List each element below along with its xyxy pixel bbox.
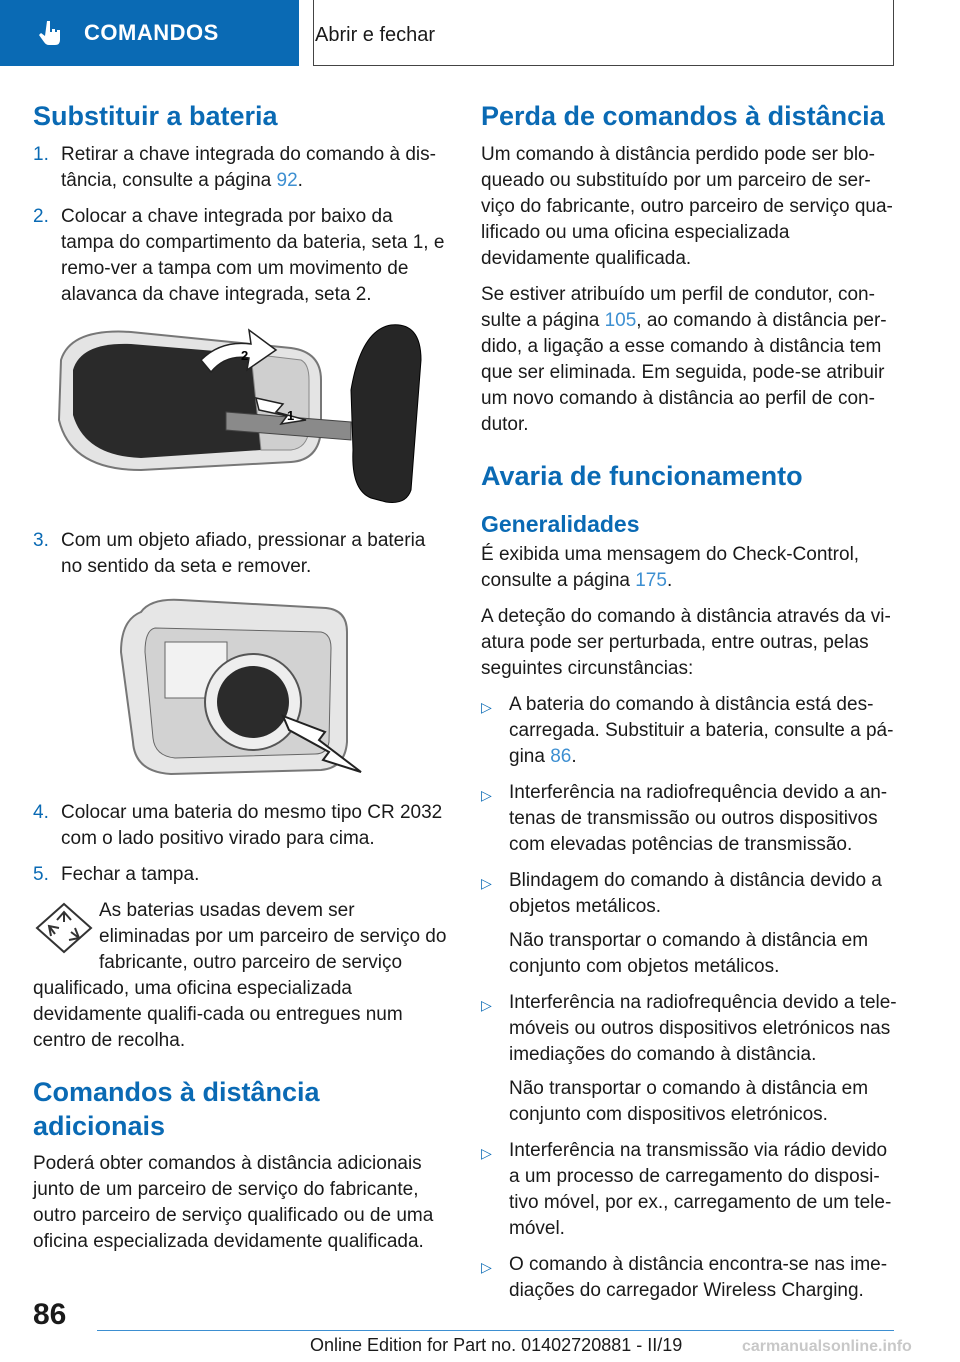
battery-steps <box>33 142 449 308</box>
additional-heading: Comandos à distância adicionais <box>33 1076 320 1141</box>
loss-text-1: Um comando à distância perdido pode ser blo-queado ou substituído por um parceiro de ser-viço do fabricante, outro parceiro de serviço qua-lificado ou uma oficina especializada devidamente qualificada. <box>481 143 893 269</box>
header-divider <box>313 0 314 66</box>
page-number: 86 <box>33 1298 67 1331</box>
malfunction-text-1: É exibida uma mensagem do Check-Control, consulte a página 175. <box>481 544 860 592</box>
key-remove-illustration <box>51 320 431 510</box>
header-rule <box>313 65 894 66</box>
list-item: ▷ Interferência na radiofrequência devido a an-tenas de transmissão ou outros dispositivos com elevadas potências de transmissão. <box>481 780 897 858</box>
triangle-bullet-icon: ▷ <box>481 997 492 1014</box>
malfunction-heading: Avaria de funcionamento <box>481 460 803 491</box>
loss-text-2: Se estiver atribuído um perfil de condutor, con-sulte a página 105, ao comando à distância per-dido, a ligação a esse comando à distância tem que ser eliminada. Em seguida, pode-se atribuir um novo comando à distância ao perfil de con-dutor. <box>481 283 887 435</box>
key-figure-1 <box>33 320 449 510</box>
general-subheading: Generalidades <box>481 510 640 537</box>
page-link-92[interactable]: 92 <box>276 169 298 191</box>
triangle-bullet-icon: ▷ <box>481 1259 492 1276</box>
battery-heading: Substituir a bateria <box>33 101 278 131</box>
list-item: ▷ Interferência na radiofrequência devido a tele-móveis ou outros dispositivos eletrónicos nas imediações do comando à distância. Não transportar o comando à distância em conjunto com dispositivos eletrónicos. <box>481 990 897 1128</box>
edition-text: Online Edition for Part no. 01402720881 - II/19 <box>310 1335 683 1355</box>
malfunction-list <box>481 692 897 1304</box>
additional-text: Poderá obter comandos à distância adicionais junto de um parceiro de serviço do fabricante, outro parceiro de serviço qualificado ou de uma oficina especializada devidamente qualificada. <box>33 1153 434 1253</box>
list-item: ▷ Interferência na transmissão via rádio devido a um processo de carregamento do disposi-tivo móvel, por ex., carregamento de um tele-móvel. <box>481 1138 897 1242</box>
step-4: 4. Colocar uma bateria do mesmo tipo CR 2032 com o lado positivo virado para cima. <box>33 801 443 849</box>
battery-steps-end <box>33 800 449 888</box>
list-item: ▷ O comando à distância encontra-se nas ime-diações do carregador Wireless Charging. <box>481 1252 897 1304</box>
step-3: 3. Com um objeto afiado, pressionar a bateria no sentido da seta e remover. <box>33 529 426 577</box>
footer-rule <box>97 1330 894 1331</box>
page-link-86[interactable]: 86 <box>550 746 572 768</box>
page-link-175[interactable]: 175 <box>635 570 667 592</box>
step-2: 2. Colocar a chave integrada por baixo da tampa do compartimento da bateria, seta 1, e remo-ver a tampa com um movimento de alavanca da chave integrada, seta 2. <box>33 205 445 305</box>
header-divider-right <box>893 0 894 66</box>
triangle-bullet-icon: ▷ <box>481 787 492 804</box>
page-link-105[interactable]: 105 <box>604 309 637 331</box>
recycle-icon <box>33 900 95 956</box>
right-column <box>481 96 897 1314</box>
chapter-label: COMANDOS <box>84 20 219 45</box>
battery-press-illustration <box>111 592 371 782</box>
battery-steps-cont <box>33 528 449 580</box>
arrow-label-2: 2 <box>241 347 249 363</box>
chapter-tab[interactable] <box>0 0 299 66</box>
hand-pointer-icon <box>36 18 66 48</box>
malfunction-text-2: A deteção do comando à distância através da vi-atura pode ser perturbada, entre outras, pelas seguintes circunstâncias: <box>481 606 891 680</box>
list-item: ▷ A bateria do comando à distância está des-carregada. Substituir a bateria, consulte a pá-gina 86. <box>481 692 897 770</box>
triangle-bullet-icon: ▷ <box>481 875 492 892</box>
step-1: 1. Retirar a chave integrada do comando à dis-tância, consulte a página 92. <box>33 143 436 191</box>
key-figure-2 <box>33 592 449 782</box>
watermark-logo: carmanualsonline.info <box>742 1338 912 1355</box>
recycle-note: As baterias usadas devem ser eliminadas por um parceiro de serviço do fabricante, outro parceiro de serviço qualificado, uma oficina especializada devidamente qualifi-cada ou entregues num centro de recolha. <box>33 899 447 1051</box>
list-item: ▷ Blindagem do comando à distância devido a objetos metálicos. Não transportar o comando à distância em conjunto com objetos metálicos. <box>481 868 897 980</box>
triangle-bullet-icon: ▷ <box>481 699 492 716</box>
left-column <box>33 96 449 1265</box>
triangle-bullet-icon: ▷ <box>481 1145 492 1162</box>
step-5: 5. Fechar a tampa. <box>33 863 200 885</box>
arrow-label-1: 1 <box>287 407 295 423</box>
section-title: Abrir e fechar <box>315 24 436 46</box>
loss-heading: Perda de comandos à distância <box>481 101 885 131</box>
